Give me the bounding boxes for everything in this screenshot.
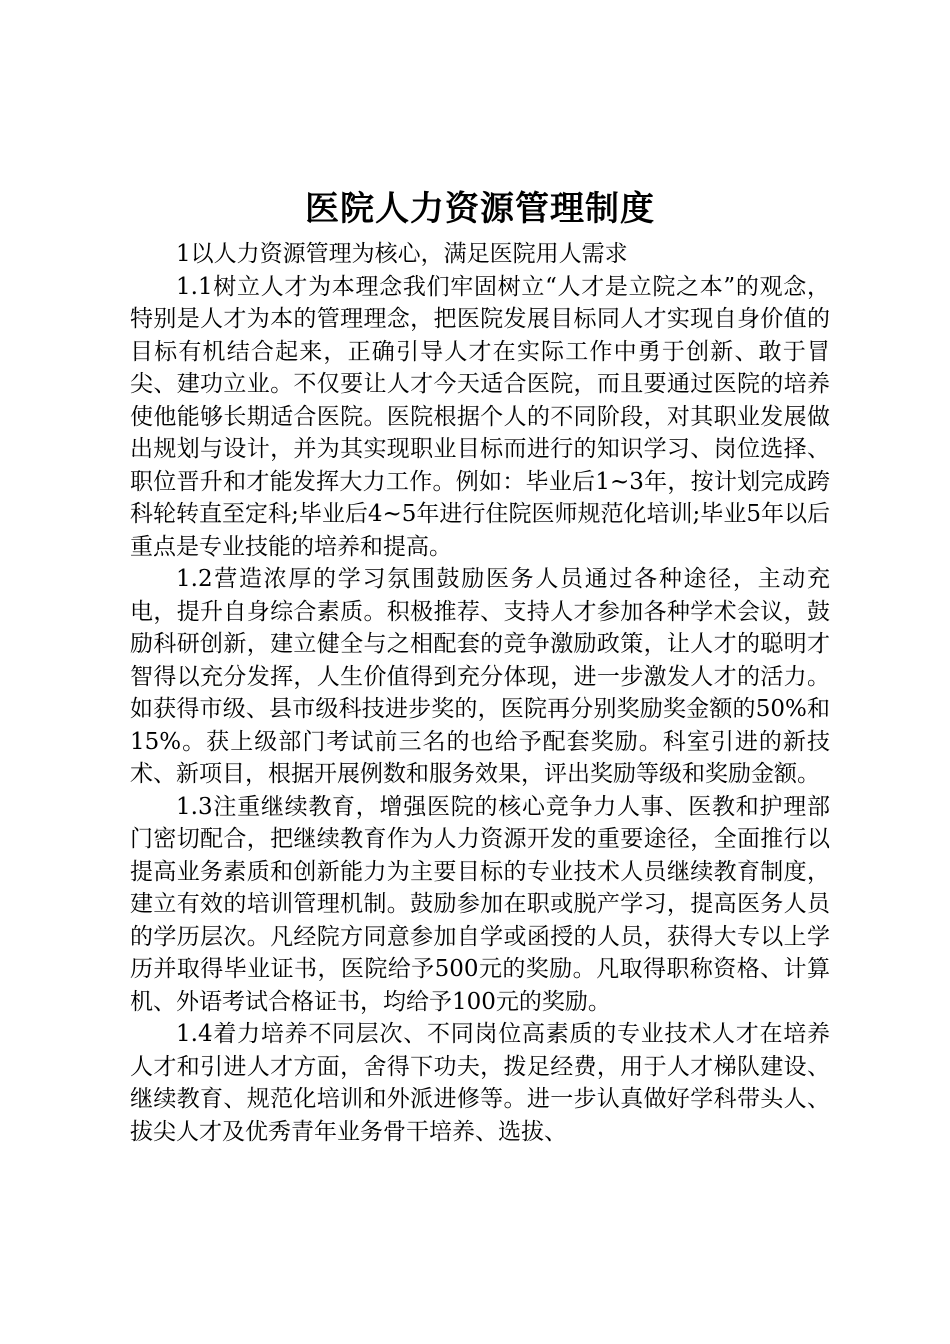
paragraph-1-1: 1.1树立人才为本理念我们牢固树立“人才是立院之本”的观念，特别是人才为本的管理理念，把医院发展目标同人才实现自身价值的目标有机结合起来，正确引导人才在实际工作中勇于创新、敢于冒尖、建功立业。不仅要让人才今天适合医院，而且要通过医院的培养使他能够长期适合医院。医院根据个人的不同阶段，对其职业发展做出规划与设计，并为其实现职业目标而进行的知识学习、岗位选择、职位晋升和才能发挥大力工作。例如：毕业后1~3年，按计划完成跨科轮转直至定科;毕业后4~5年进行住院医师规范化培训;毕业5年以后重点是专业技能的培养和提高。 [130, 273, 830, 560]
section-heading-1: 1以人力资源管理为核心，满足医院用人需求 [176, 241, 628, 267]
document-page [130, 186, 830, 1148]
paragraph-1-2: 1.2营造浓厚的学习氛围鼓励医务人员通过各种途径，主动充电，提升自身综合素质。积极推荐、支持人才参加各种学术会议，鼓励科研创新，建立健全与之相配套的竞争激励政策，让人才的聪明才智得以充分发挥，人生价值得到充分体现，进一步激发人才的活力。如获得市级、县市级科技进步奖的，医院再分别奖励奖金额的50%和15%。获上级部门考试前三名的也给予配套奖励。科室引进的新技术、新项目，根据开展例数和服务效果，评出奖励等级和奖励金额。 [130, 566, 830, 787]
paragraph-1-3: 1.3注重继续教育，增强医院的核心竞争力人事、医教和护理部门密切配合，把继续教育作为人力资源开发的重要途径，全面推行以提高业务素质和创新能力为主要目标的专业技术人员继续教育制度，建立有效的培训管理机制。鼓励参加在职或脱产学习，提高医务人员的学历层次。凡经院方同意参加自学或函授的人员，获得大专以上学历并取得毕业证书，医院给予500元的奖励。凡取得职称资格、计算机、外语考试合格证书，均给予100元的奖励。 [130, 793, 830, 1015]
paragraph-1-4: 1.4着力培养不同层次、不同岗位高素质的专业技术人才在培养人才和引进人才方面，舍得下功夫，拨足经费，用于人才梯队建设、继续教育、规范化培训和外派进修等。进一步认真做好学科带头人、拔尖人才及优秀青年业务骨干培养、选拔、 [130, 1021, 830, 1145]
document-title: 医院人力资源管理制度 [305, 189, 655, 229]
